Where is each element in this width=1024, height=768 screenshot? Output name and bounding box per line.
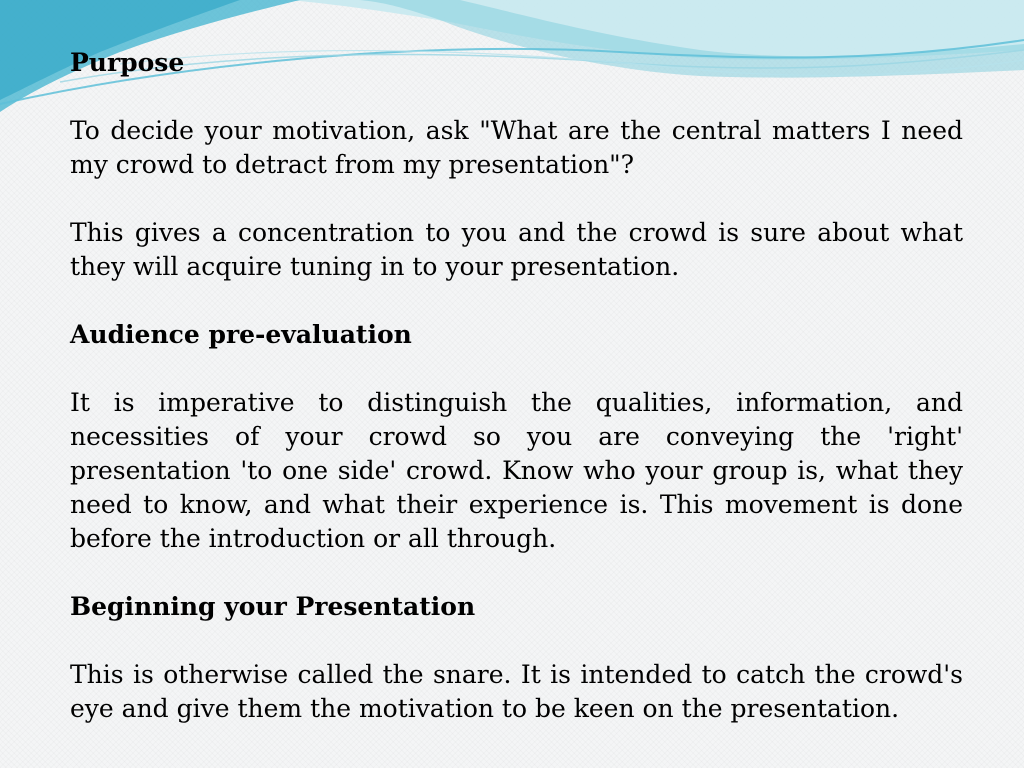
beginning-paragraph-1: This is otherwise called the snare. It is intended to catch the crowd's eye and give them the motivation to be keen on the presentation. xyxy=(70,660,963,723)
section-heading-purpose: Purpose xyxy=(70,48,185,77)
purpose-paragraph-1: To decide your motivation, ask "What are the central matters I need my crowd to detract from my presentation"? xyxy=(70,116,963,179)
audience-paragraph-1: It is imperative to distinguish the qualities, information, and necessities of your crowd so you are conveying the 'right' presentation 'to one side' crowd. Know who your group is, what they need to know, and what their experience is. This movement is done before the introduction or all through. xyxy=(70,388,963,553)
section-heading-beginning: Beginning your Presentation xyxy=(70,592,476,621)
slide-body xyxy=(70,46,963,726)
section-heading-audience: Audience pre-evaluation xyxy=(70,320,412,349)
purpose-paragraph-2: This gives a concentration to you and the crowd is sure about what they will acquire tuning in to your presentation. xyxy=(70,218,963,281)
